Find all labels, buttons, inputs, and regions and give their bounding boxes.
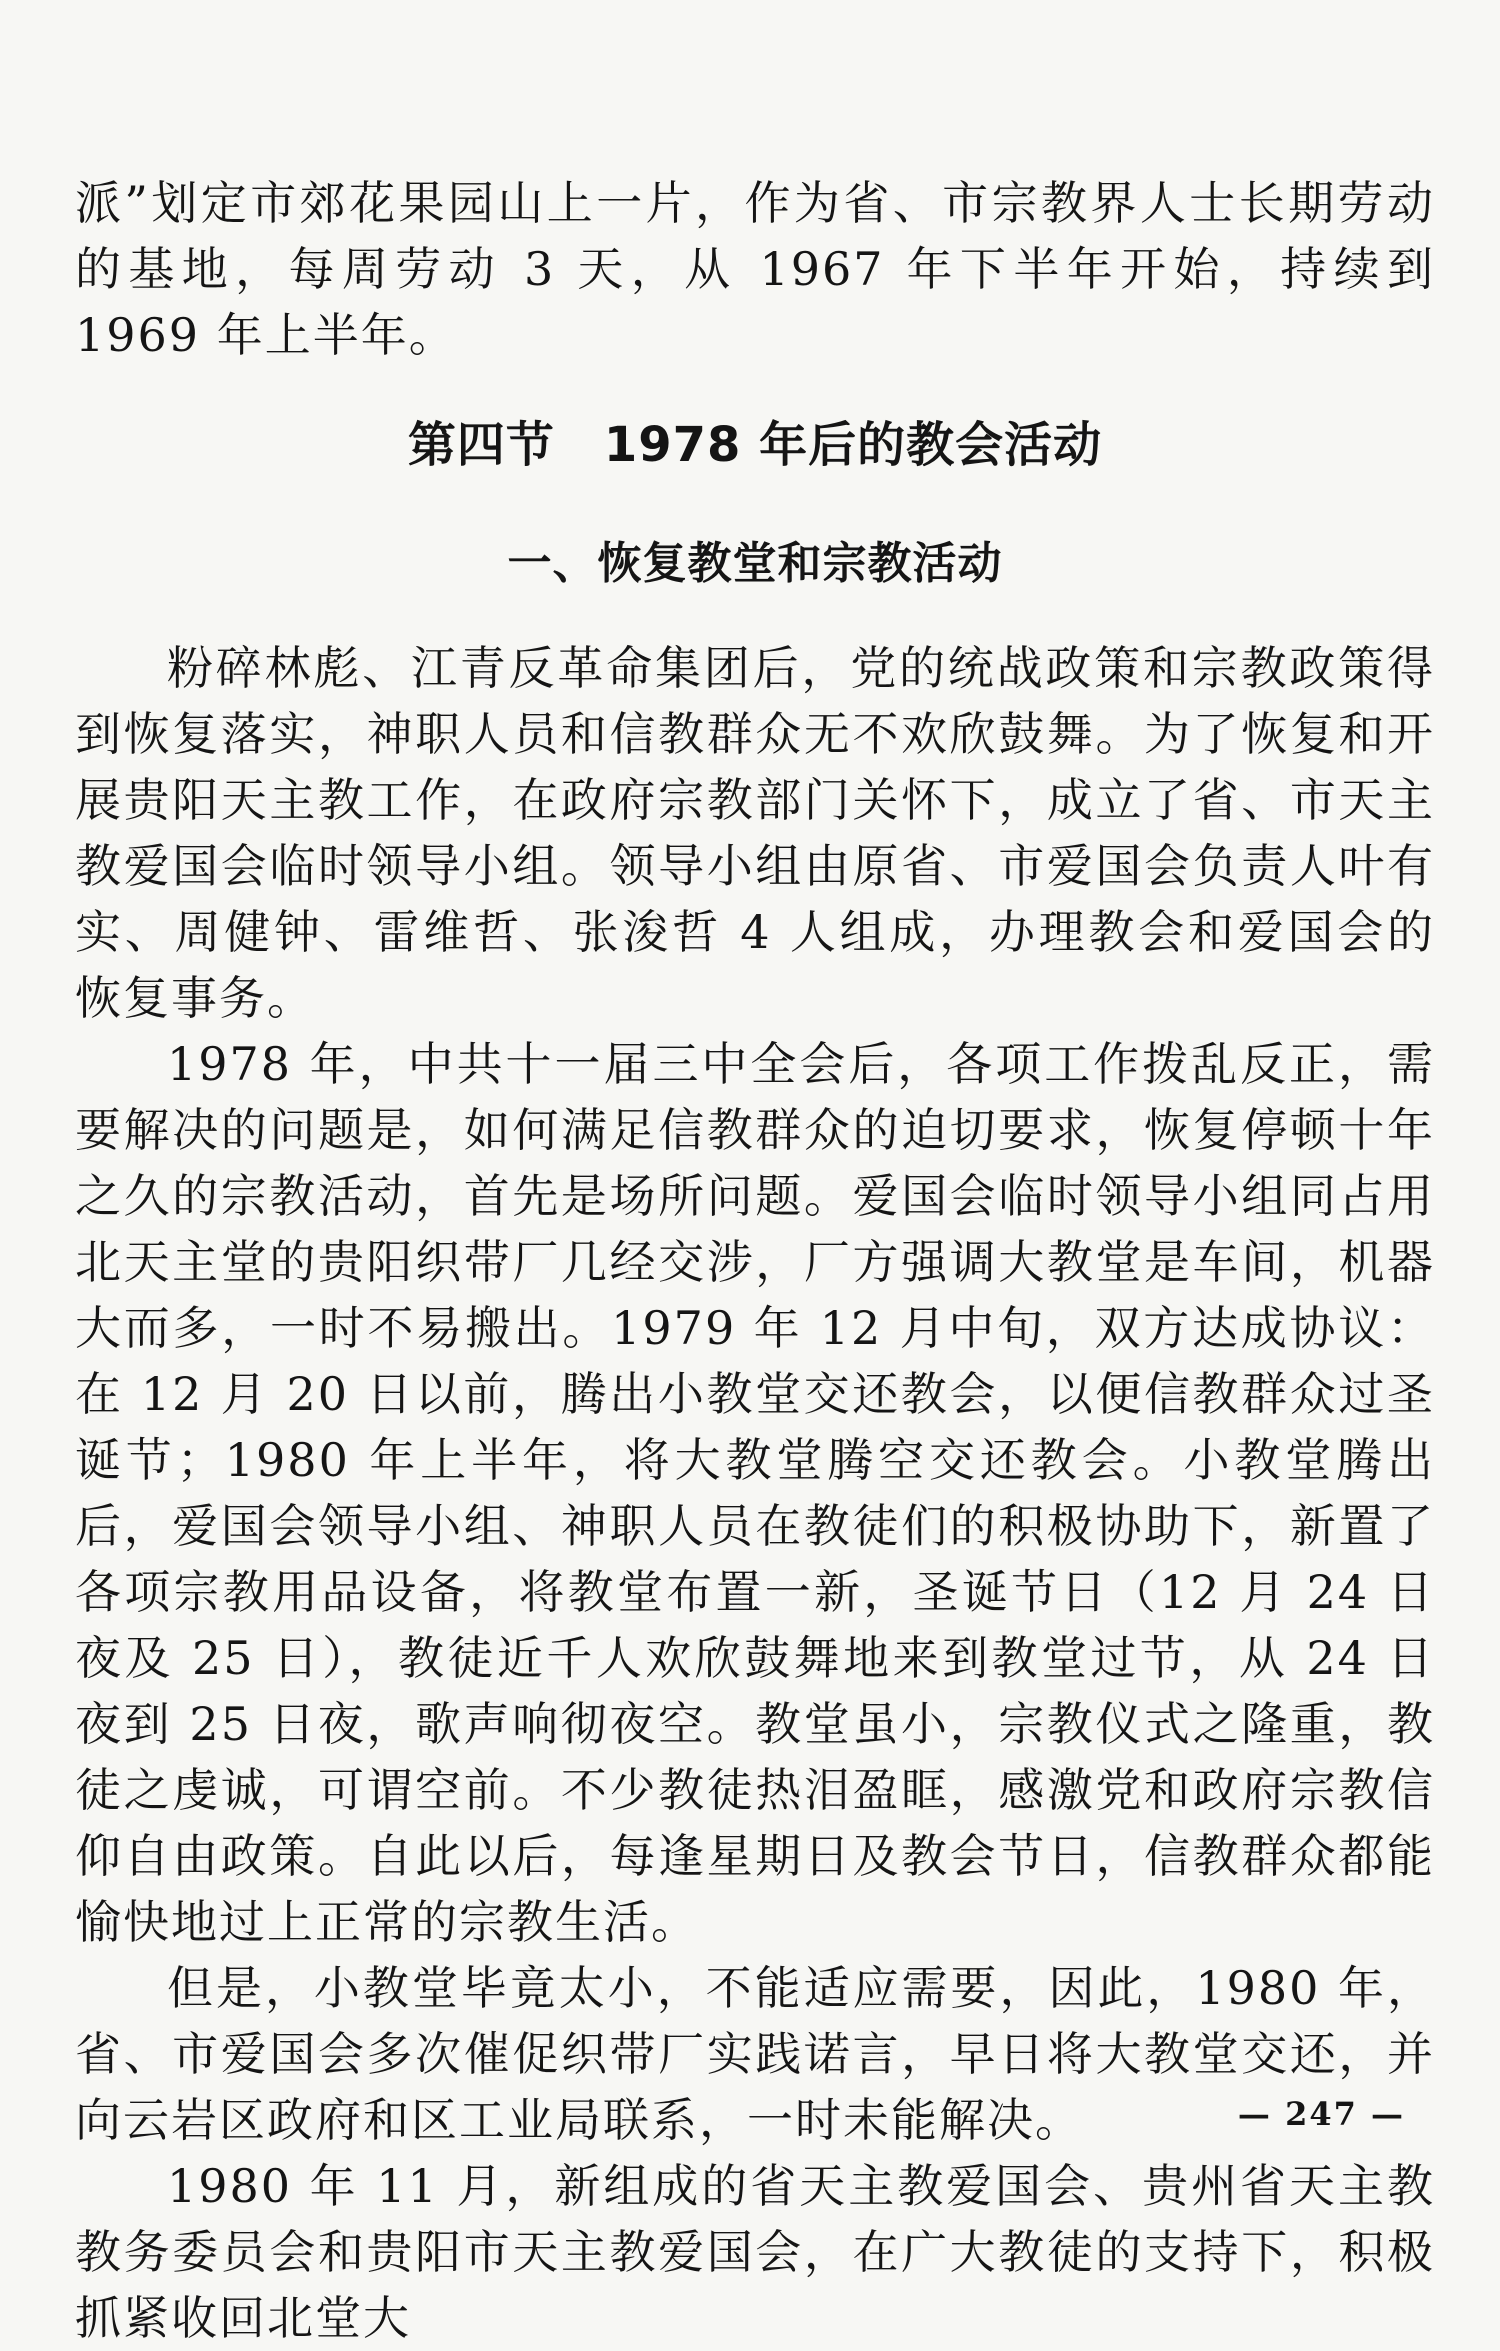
subsection-title: 一、恢复教堂和宗教活动 [507, 538, 1003, 589]
paragraph-4: 1980 年 11 月，新组成的省天主教爱国会、贵州省天主教教务委员会和贵阳市天主教爱国会，在广大教徒的支持下，积极抓紧收回北堂大 [75, 2159, 1435, 2345]
page-number: — 247 — [1237, 2095, 1405, 2133]
paragraph-1: 粉碎林彪、江青反革命集团后，党的统战政策和宗教政策得到恢复落实，神职人员和信教群众无不欢欣鼓舞。为了恢复和开展贵阳天主教工作，在政府宗教部门关怀下，成立了省、市天主教爱国会临时领导小组。领导小组由原省、市爱国会负责人叶有实、周健钟、雷维哲、张浚哲 4 人组成，办理教会和爱国会的恢复事务。 [75, 641, 1435, 1025]
section-title: 第四节 1978 年后的教会活动 [407, 417, 1103, 473]
paragraph-3: 但是，小教堂毕竟太小，不能适应需要，因此，1980 年，省、市爱国会多次催促织带厂实践诺言，早日将大教堂交还，并向云岩区政府和区工业局联系，一时未能解决。 [75, 1961, 1435, 2147]
intro-paragraph: 派”划定市郊花果园山上一片，作为省、市宗教界人士长期劳动的基地，每周劳动 3 天，从 1967 年下半年开始，持续到 1969 年上半年。 [75, 176, 1435, 362]
page-content [75, 170, 1435, 2351]
paragraph-2: 1978 年，中共十一届三中全会后，各项工作拨乱反正，需要解决的问题是，如何满足信教群众的迫切要求，恢复停顿十年之久的宗教活动，首先是场所问题。爱国会临时领导小组同占用北天主堂的贵阳织带厂几经交涉，厂方强调大教堂是车间，机器大而多，一时不易搬出。1979 年 12 月中旬，双方达成协议：在 12 月 20 日以前，腾出小教堂交还教会，以便信教群众过圣诞节；1980 年上半年，将大教堂腾空交还教会。小教堂腾出后，爱国会领导小组、神职人员在教徒们的积极协助下，新置了各项宗教用品设备，将教堂布置一新，圣诞节日（12 月 24 日夜及 25 日），教徒近千人欢欣鼓舞地来到教堂过节，从 24 日夜到 25 日夜，歌声响彻夜空。教堂虽小，宗教仪式之隆重，教徒之虔诚，可谓空前。不少教徒热泪盈眶，感激党和政府宗教信仰自由政策。自此以后，每逢星期日及教会节日，信教群众都能愉快地过上正常的宗教生活。 [75, 1037, 1435, 1949]
